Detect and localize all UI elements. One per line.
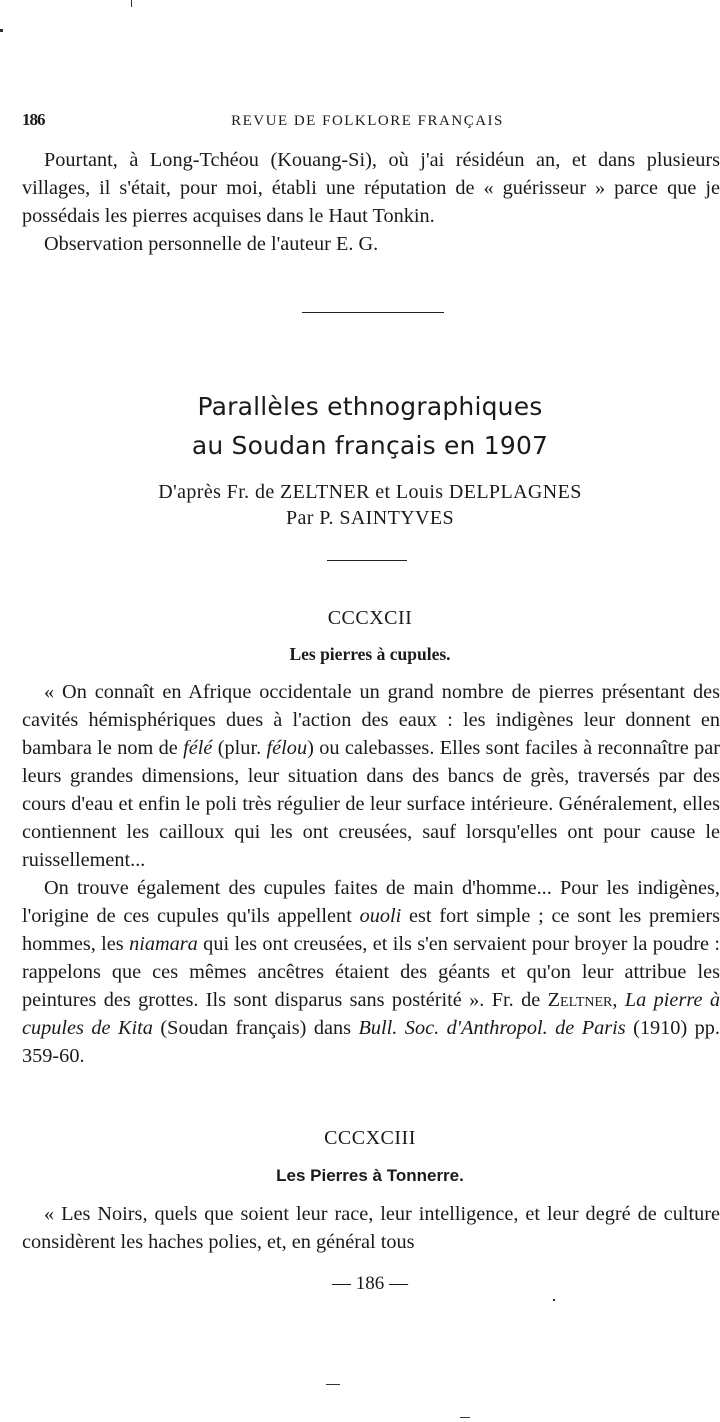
header-page-number: 186: [22, 110, 45, 129]
article-byline-author: Par P. SAINTYVES: [285, 507, 455, 529]
article-byline-source: D'après Fr. de ZELTNER et Louis DELPLAGNES: [158, 481, 582, 503]
section1-text: [22, 678, 720, 1070]
scan-speck: [0, 29, 3, 32]
section2-paragraph: « Les Noirs, quels que soient leur race, leur intelligence, et leur degré de culture considèrent les haches polies, et, en général tous: [22, 1203, 720, 1253]
divider-rule: [327, 560, 407, 561]
section-number: CCCXCIII: [324, 1127, 416, 1149]
section1-paragraph: On trouve également des cupules faites de main d'homme... Pour les indigènes, l'origine de ces cupules qu'ils appellent ouoli est fort simple ; ce sont les premiers hommes, les niamara qui les ont creusées, et ils s'en servaient pour broyer la poudre : rappelons que ces mêmes ancêtres étaient des géants et qu'on leur attribue les peintures des grottes. Ils sont disparus sans postérité ». Fr. de Zeltner, La pierre à cupules de Kita (Soudan français) dans Bull. Soc. d'Anthropol. de Paris (1910) pp. 359-60.: [22, 877, 720, 1067]
section-number: CCCXCII: [327, 607, 413, 629]
intro-attribution: Observation personnelle de l'auteur E. G.: [44, 233, 379, 255]
section1-paragraph: « On connaît en Afrique occidentale un grand nombre de pierres présentant des cavités hémisphériques dues à l'action des eaux : les indigènes leur donnent en bambara le nom de félé (plur. félou) ou calebasses. Elles sont faciles à reconnaître par leurs grandes dimensions, leur situation dans des bancs de grès, traversés par des cours d'eau et enfin le poli très régulier de leur surface intérieure. Généralement, elles contiennent les cailloux qui les ont creusées, sauf lorsqu'elles ont pour cause le ruissellement...: [22, 681, 720, 871]
scan-speck: [553, 1299, 555, 1301]
intro-paragraph: Pourtant, à Long-Tchéou (Kouang-Si), où j'ai résidéun an, et dans plusieurs villages, il s'était, pour moi, établi une réputation de « guérisseur » parce que je possédais les pierres acquises dans le Haut Tonkin.: [22, 149, 720, 227]
divider-rule: [302, 312, 444, 313]
section-title: Les Pierres à Tonnerre.: [276, 1166, 464, 1185]
section-title: Les pierres à cupules.: [289, 644, 451, 664]
article-title-line2: au Soudan français en 1907: [191, 431, 549, 460]
scan-speck: [460, 1417, 470, 1418]
section2-text: [22, 1200, 720, 1256]
article-title-line1: Parallèles ethnographiques: [197, 392, 543, 421]
running-head: REVUE DE FOLKLORE FRANÇAIS: [231, 113, 504, 129]
scan-speck: [131, 0, 132, 7]
intro-text: [22, 146, 720, 258]
page-folio: — 186 —: [332, 1273, 408, 1294]
scan-speck: [326, 1384, 340, 1385]
